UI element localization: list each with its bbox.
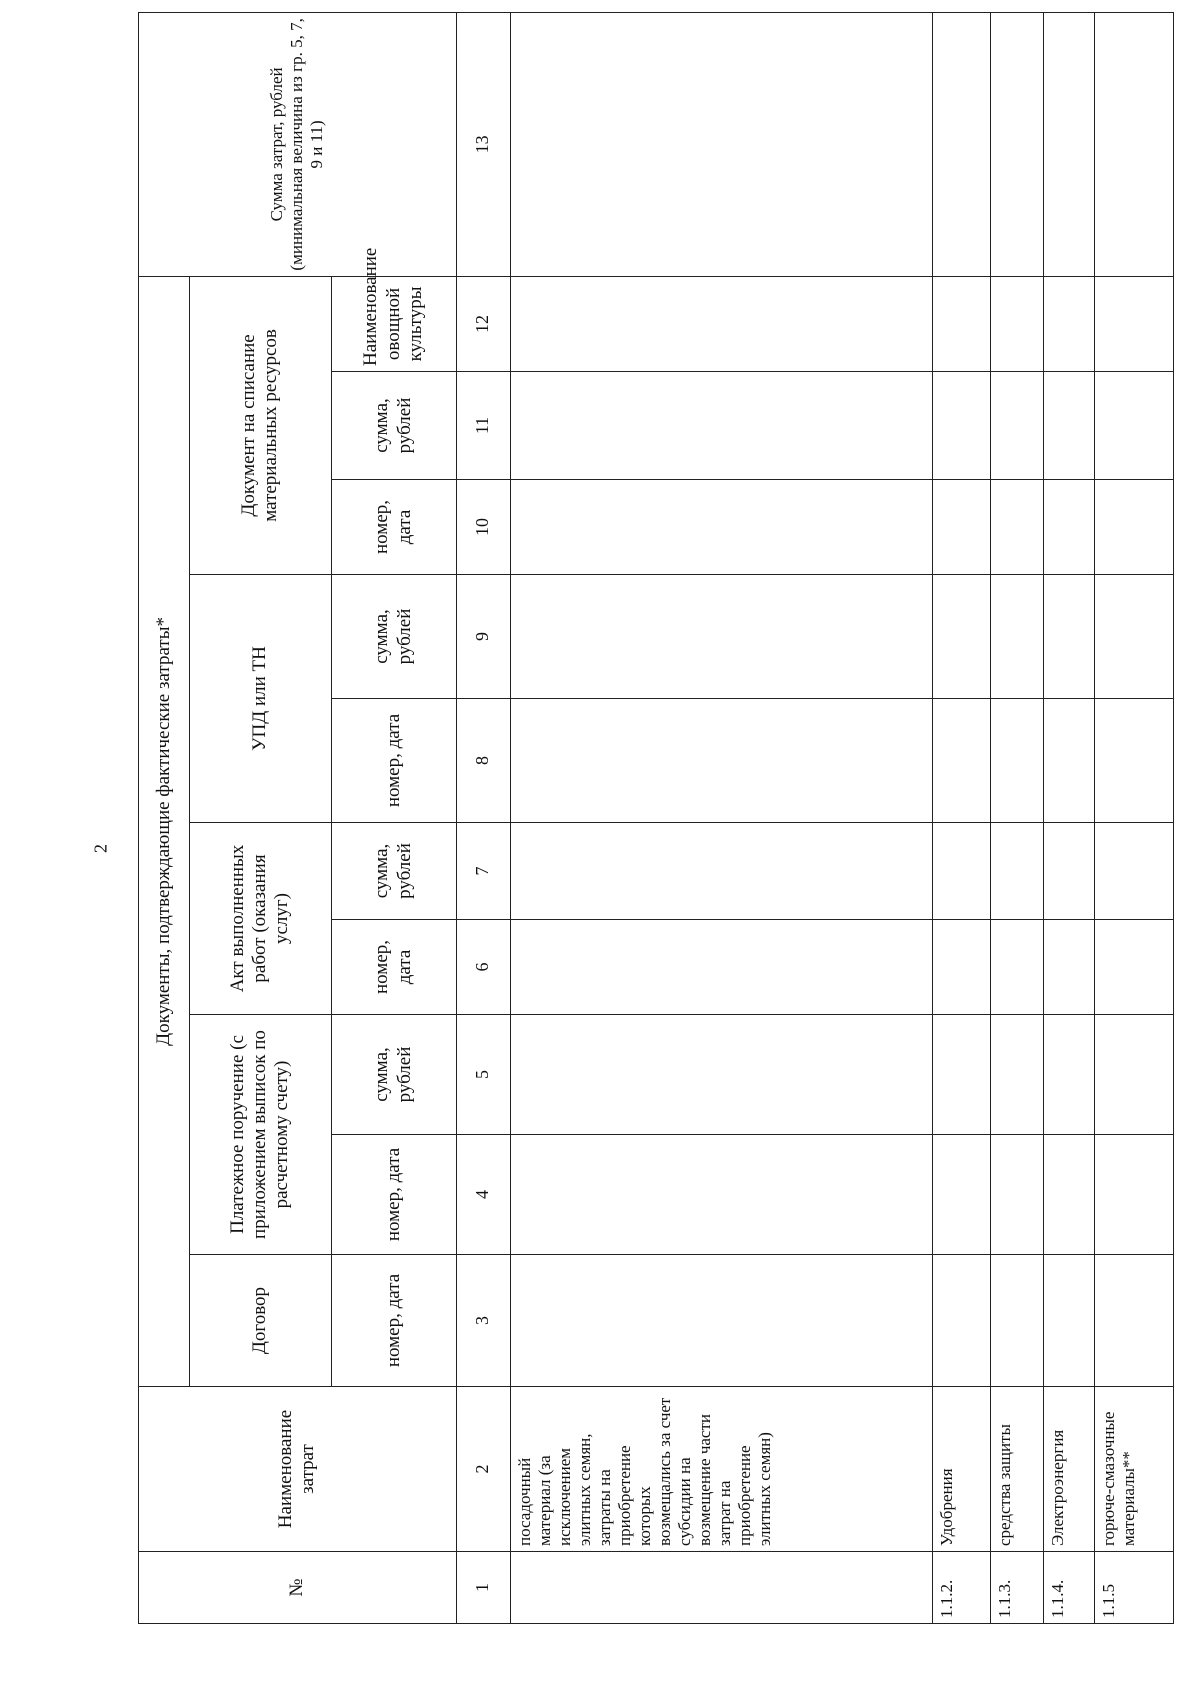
table-cell bbox=[990, 823, 1043, 920]
table-cell bbox=[510, 12, 932, 276]
table-cell bbox=[1095, 575, 1174, 699]
table-cell bbox=[990, 12, 1043, 276]
subheader-crop-name: Наименование овощной культуры bbox=[331, 276, 456, 371]
table-cell bbox=[510, 1135, 932, 1255]
table-cell bbox=[1043, 1015, 1095, 1135]
column-number: 5 bbox=[456, 1015, 510, 1135]
table-cell bbox=[510, 372, 932, 480]
header-contract: Договор bbox=[189, 1255, 331, 1387]
table-cell bbox=[990, 276, 1043, 371]
expenses-table bbox=[138, 12, 1174, 1624]
table-cell bbox=[1043, 575, 1095, 699]
row-number: 1.1.4. bbox=[1043, 1552, 1095, 1624]
rotated-table-container bbox=[138, 13, 1174, 1624]
table-cell bbox=[932, 1015, 990, 1135]
table-row bbox=[1095, 12, 1174, 1623]
table-row bbox=[990, 12, 1043, 1623]
column-number: 13 bbox=[456, 12, 510, 276]
table-cell bbox=[1043, 823, 1095, 920]
table-cell bbox=[990, 1255, 1043, 1387]
table-cell bbox=[990, 480, 1043, 575]
table-cell bbox=[932, 12, 990, 276]
column-number: 3 bbox=[456, 1255, 510, 1387]
table-cell bbox=[990, 1015, 1043, 1135]
table-cell bbox=[1043, 699, 1095, 823]
table-cell bbox=[1095, 1255, 1174, 1387]
table-cell bbox=[932, 372, 990, 480]
row-number bbox=[510, 1552, 932, 1624]
column-number: 9 bbox=[456, 575, 510, 699]
column-number: 7 bbox=[456, 823, 510, 920]
table-cell bbox=[1095, 480, 1174, 575]
column-number: 8 bbox=[456, 699, 510, 823]
table-cell bbox=[1043, 920, 1095, 1015]
column-number: 10 bbox=[456, 480, 510, 575]
subheader-payment-sum: сумма, рублей bbox=[331, 1015, 456, 1135]
table-row bbox=[932, 12, 990, 1623]
header-number: № bbox=[139, 1552, 457, 1624]
table-cell bbox=[932, 1135, 990, 1255]
column-number: 1 bbox=[456, 1552, 510, 1624]
header-payment-order: Платежное поручение (с приложением выписок по расчетному счету) bbox=[189, 1015, 331, 1255]
table-cell bbox=[510, 699, 932, 823]
table-cell bbox=[1043, 480, 1095, 575]
table-cell bbox=[510, 920, 932, 1015]
subheader-act-number-date: номер, дата bbox=[331, 920, 456, 1015]
subheader-payment-number-date: номер, дата bbox=[331, 1135, 456, 1255]
table-cell bbox=[932, 699, 990, 823]
table-cell bbox=[510, 1255, 932, 1387]
header-cost-name: Наименование затрат bbox=[139, 1387, 457, 1552]
table-cell bbox=[1095, 1015, 1174, 1135]
row-number: 1.1.2. bbox=[932, 1552, 990, 1624]
table-cell bbox=[990, 920, 1043, 1015]
row-cost-name: посадочный материал (за исключением элитных семян, затраты на приобретение которых возмещались за счет субсидии на возмещение части затрат на приобретение элитных семян) bbox=[510, 1387, 932, 1552]
subheader-contract-number-date: номер, дата bbox=[331, 1255, 456, 1387]
subheader-writeoff-number-date: номер, дата bbox=[331, 480, 456, 575]
table-cell bbox=[510, 1015, 932, 1135]
column-number: 6 bbox=[456, 920, 510, 1015]
table-cell bbox=[510, 276, 932, 371]
table-cell bbox=[1043, 12, 1095, 276]
header-documents-group: Документы, подтверждающие фактические затраты* bbox=[139, 276, 190, 1386]
column-number: 2 bbox=[456, 1387, 510, 1552]
header-writeoff-document: Документ на списание материальных ресурсов bbox=[189, 276, 331, 574]
table-cell bbox=[1095, 372, 1174, 480]
table-cell bbox=[1095, 12, 1174, 276]
table-cell bbox=[990, 699, 1043, 823]
page-number: 2 bbox=[90, 844, 111, 853]
table-cell bbox=[510, 575, 932, 699]
table-row bbox=[510, 12, 932, 1623]
table-cell bbox=[510, 480, 932, 575]
row-cost-name: средства защиты bbox=[990, 1387, 1043, 1552]
subheader-upd-sum: сумма, рублей bbox=[331, 575, 456, 699]
table-cell bbox=[990, 372, 1043, 480]
table-cell bbox=[990, 1135, 1043, 1255]
row-number: 1.1.5 bbox=[1095, 1552, 1174, 1624]
table-cell bbox=[1043, 1135, 1095, 1255]
table-cell bbox=[1095, 920, 1174, 1015]
subheader-writeoff-sum: сумма, рублей bbox=[331, 372, 456, 480]
subheader-act-sum: сумма, рублей bbox=[331, 823, 456, 920]
table-cell bbox=[932, 920, 990, 1015]
row-cost-name: Электроэнергия bbox=[1043, 1387, 1095, 1552]
row-cost-name: Удобрения bbox=[932, 1387, 990, 1552]
subheader-upd-number-date: номер, дата bbox=[331, 699, 456, 823]
table-cell bbox=[1043, 372, 1095, 480]
table-row bbox=[1043, 12, 1095, 1623]
table-cell bbox=[1043, 276, 1095, 371]
table-cell bbox=[1095, 823, 1174, 920]
table-cell bbox=[1095, 1135, 1174, 1255]
row-number: 1.1.3. bbox=[990, 1552, 1043, 1624]
table-cell bbox=[990, 575, 1043, 699]
table-cell bbox=[932, 823, 990, 920]
table-cell bbox=[1095, 276, 1174, 371]
header-upd: УПД или ТН bbox=[189, 575, 331, 823]
table-cell bbox=[932, 1255, 990, 1387]
table-cell bbox=[1095, 699, 1174, 823]
table-cell bbox=[510, 823, 932, 920]
table-cell bbox=[932, 575, 990, 699]
header-total-cost: Сумма затрат, рублей (минимальная величина из гр. 5, 7, 9 и 11) bbox=[139, 12, 457, 276]
table-cell bbox=[1043, 1255, 1095, 1387]
column-number: 4 bbox=[456, 1135, 510, 1255]
column-number: 11 bbox=[456, 372, 510, 480]
table-cell bbox=[932, 276, 990, 371]
column-number: 12 bbox=[456, 276, 510, 371]
row-cost-name: горюче-смазочные материалы** bbox=[1095, 1387, 1174, 1552]
table-cell bbox=[932, 480, 990, 575]
header-act: Акт выполненных работ (оказания услуг) bbox=[189, 823, 331, 1015]
